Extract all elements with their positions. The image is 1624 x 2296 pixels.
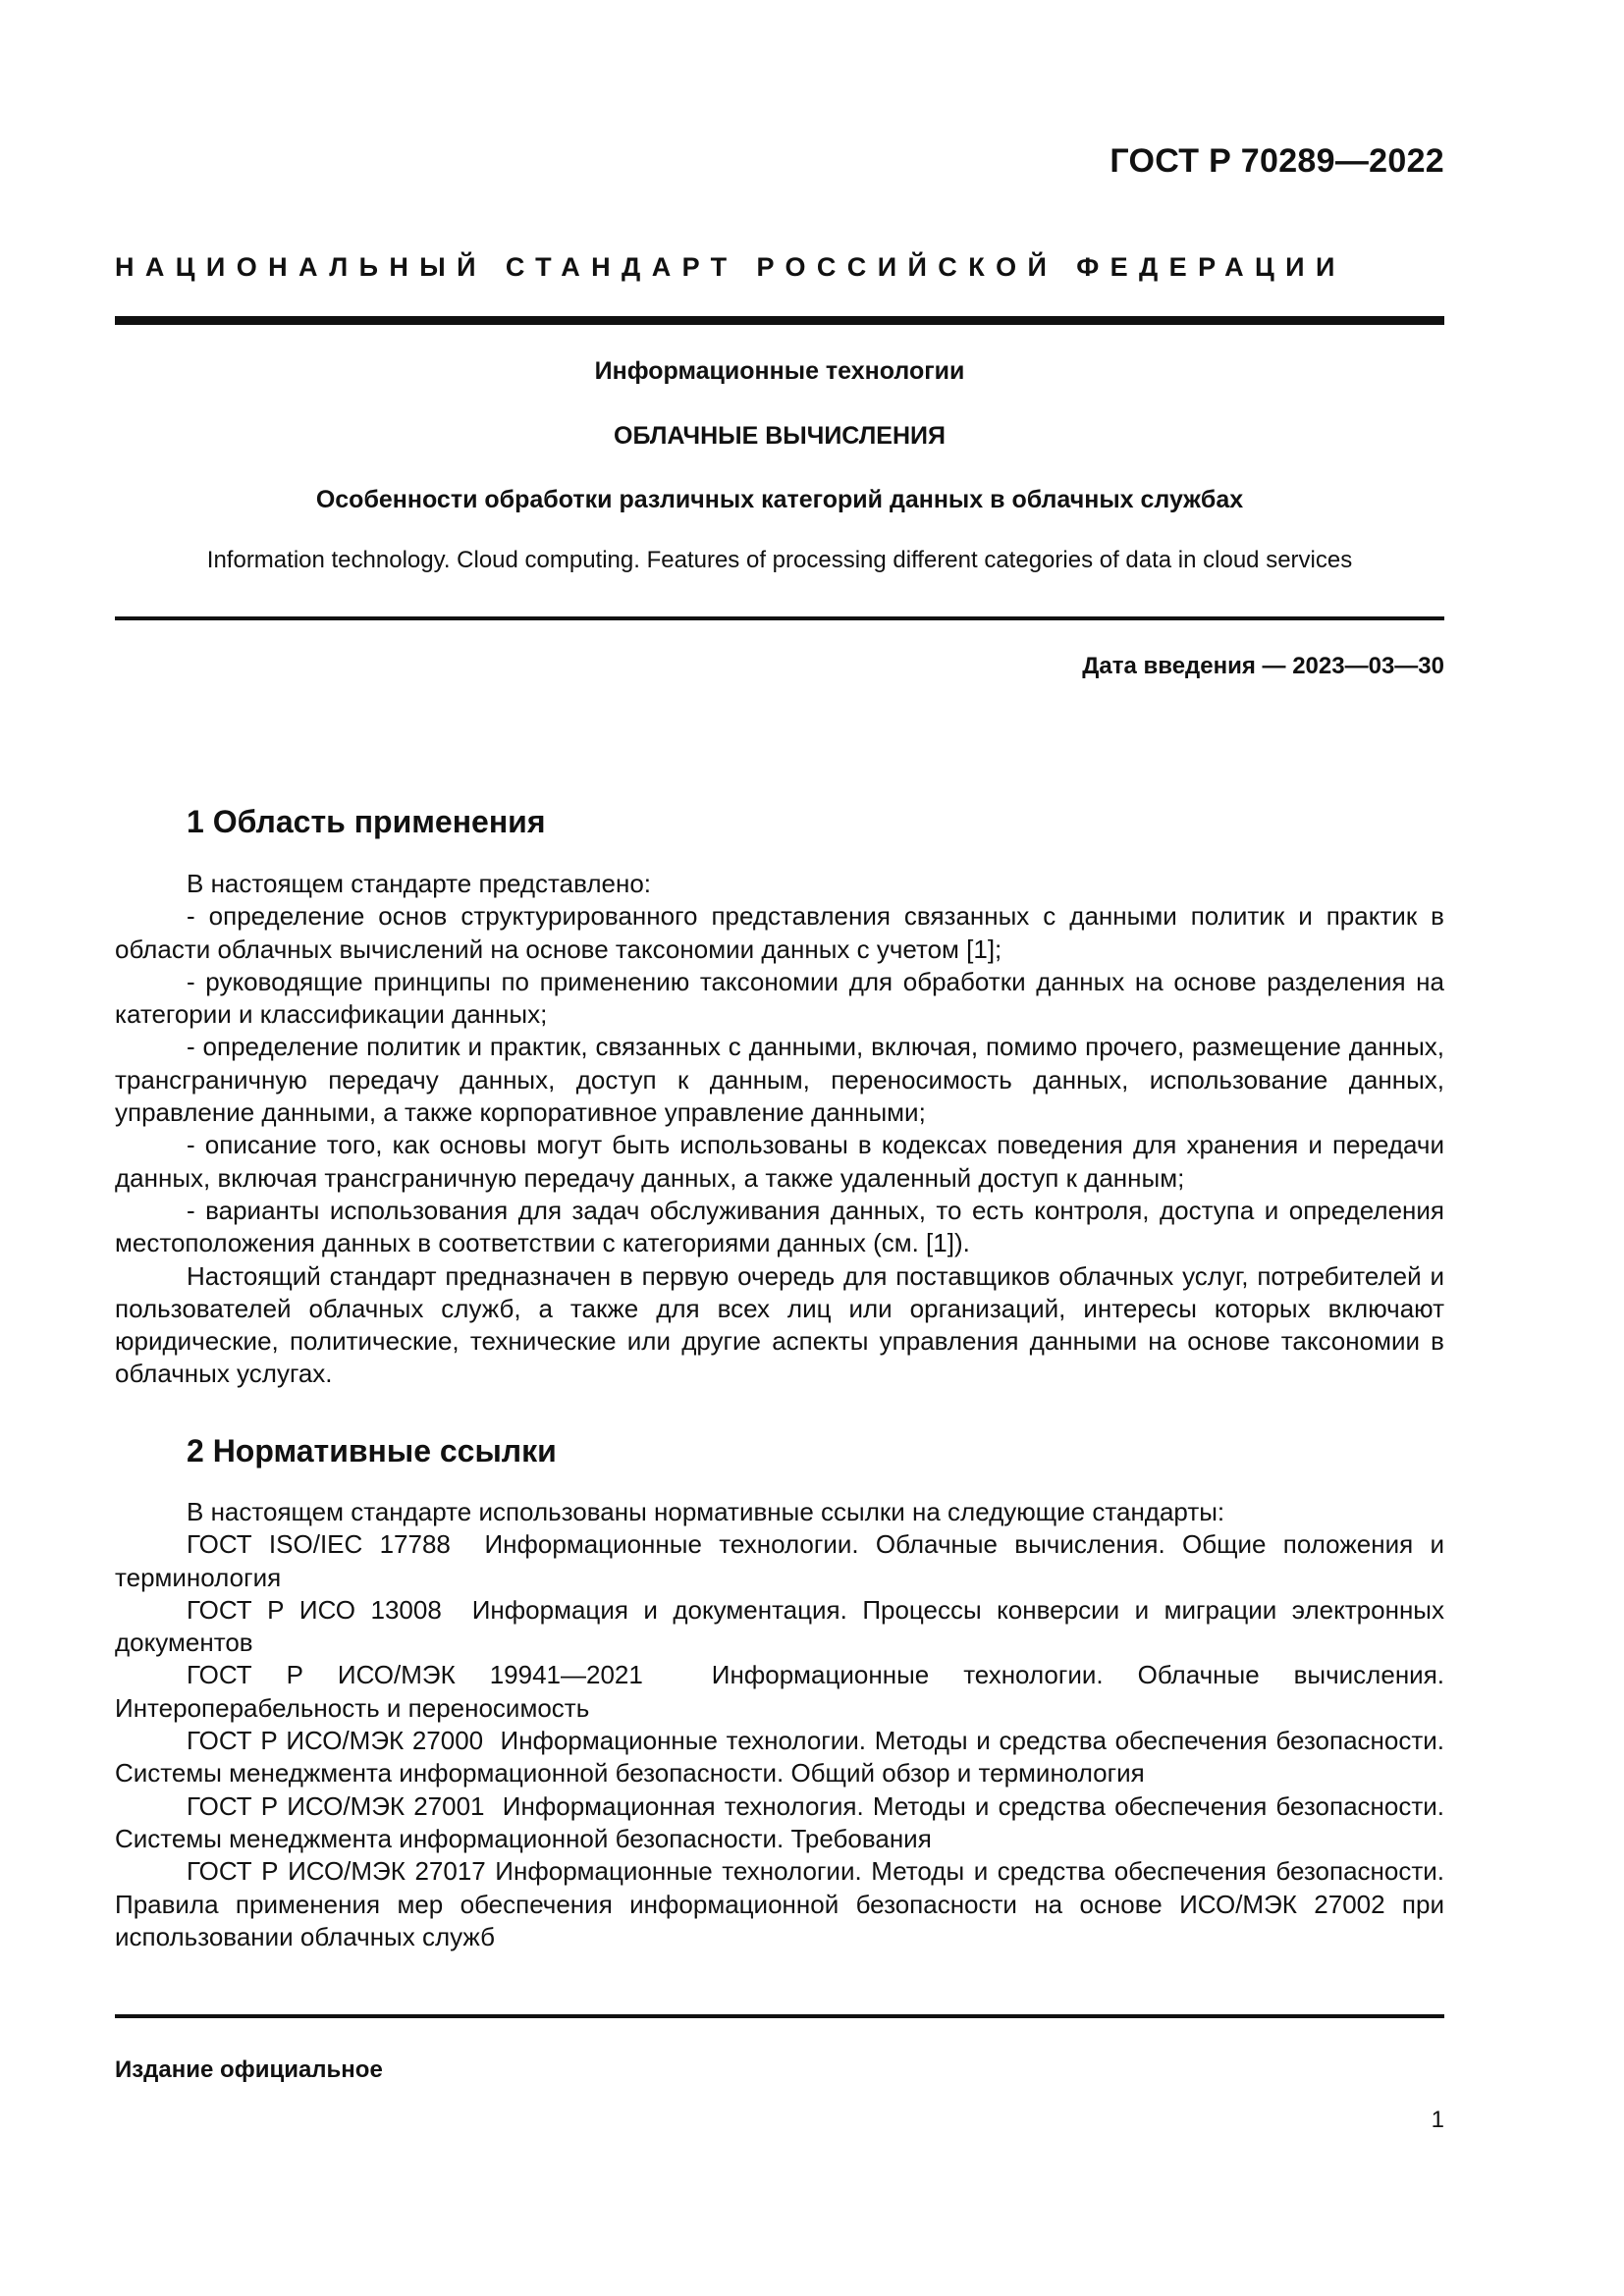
title-rule — [115, 616, 1444, 620]
reference-code: ГОСТ ISO/IEC 17788 — [187, 1529, 451, 1560]
reference-item — [115, 1725, 1444, 1790]
reference-item — [115, 1790, 1444, 1856]
reference-item — [115, 1659, 1444, 1725]
national-standard-banner: НАЦИОНАЛЬНЫЙ СТАНДАРТ РОССИЙСКОЙ ФЕДЕРАЦИИ — [115, 252, 1346, 282]
reference-code: ГОСТ Р ИСО/МЭК 27017 — [187, 1856, 486, 1887]
section-1-body — [115, 868, 1444, 1391]
section-1-paragraph: - определение политик и практик, связанных с данными, включая, помимо прочего, размещение данных, трансграничную передачу данных, доступ к данным, переносимость данных, использование данных, управление данными, а также корпоративное управление данными; — [115, 1032, 1444, 1128]
reference-code: ГОСТ Р ИСО 13008 — [187, 1594, 442, 1625]
introduction-date: Дата введения — 2023—03—30 — [1082, 653, 1444, 679]
reference-title: Информационные технологии. Методы и средства обеспечения безопасности. Системы менеджмента информационной безопасности. Общий обзор и терминология — [115, 1726, 1445, 1789]
reference-item — [115, 1528, 1444, 1594]
reference-item — [115, 1855, 1444, 1953]
section-2-heading: 2 Нормативные ссылки — [187, 1433, 557, 1468]
official-edition-label: Издание официальное — [115, 2056, 383, 2083]
reference-code: ГОСТ Р ИСО/МЭК 19941—2021 — [187, 1660, 643, 1690]
section-1-paragraph: - руководящие принципы по применению таксономии для обработки данных на основе разделения на категории и классификации данных; — [115, 966, 1444, 1030]
header-rule — [115, 316, 1444, 325]
section-1-paragraph: - описание того, как основы могут быть использованы в кодексах поведения для хранения и передачи данных, включая трансграничную передачу данных, а также удаленный доступ к данным; — [115, 1130, 1444, 1193]
page-number: 1 — [1431, 2107, 1444, 2133]
category-title: Информационные технологии — [594, 357, 965, 385]
reference-code: ГОСТ Р ИСО/МЭК 27001 — [187, 1790, 485, 1821]
section-2-intro: В настоящем стандарте использованы нормативные ссылки на следующие стандарты: — [187, 1497, 1225, 1526]
english-title: Information technology. Cloud computing. Features of processing different categories of data in cloud services — [206, 547, 1353, 573]
section-1-heading: 1 Область применения — [187, 804, 546, 839]
section-1-paragraph: В настоящем стандарте представлено: — [187, 869, 652, 898]
reference-item — [115, 1594, 1444, 1660]
reference-title: Информация и документация. Процессы конверсии и миграции электронных документов — [115, 1594, 1444, 1658]
section-1-paragraph: - определение основ структурированного представления связанных с данными политик и практик в области облачных вычислений на основе таксономии данных с учетом [1]; — [115, 901, 1444, 964]
section-1-paragraph: Настоящий стандарт предназначен в первую очередь для поставщиков облачных услуг, потребителей и пользователей облачных служб, а также для всех лиц или организаций, интересы которых включают юридические, политические, технические или другие аспекты управления данными на основе таксономии в облачных услугах. — [115, 1260, 1444, 1389]
document-subtitle: Особенности обработки различных категорий данных в облачных службах — [315, 486, 1244, 513]
footer-rule — [115, 2014, 1444, 2018]
main-title: ОБЛАЧНЫЕ ВЫЧИСЛЕНИЯ — [614, 422, 946, 450]
reference-title: Информационная технология. Методы и средства обеспечения безопасности. Системы менеджмента информационной безопасности. Требования — [115, 1790, 1445, 1853]
reference-title: Информационные технологии. Методы и средства обеспечения безопасности. Правила применения мер обеспечения информационной безопасности на основе ИСО/МЭК 27002 при использовании облачных служб — [115, 1856, 1445, 1951]
document-code: ГОСТ Р 70289—2022 — [1110, 142, 1444, 180]
reference-code: ГОСТ Р ИСО/МЭК 27000 — [187, 1726, 484, 1756]
section-2-body — [115, 1496, 1444, 1953]
reference-title: Информационные технологии. Облачные вычисления. Интероперабельность и переносимость — [115, 1660, 1444, 1723]
section-1-paragraph: - варианты использования для задач обслуживания данных, то есть контроля, доступа и определения местоположения данных в соответствии с категориями данных (см. [1]). — [115, 1195, 1444, 1258]
reference-title: Информационные технологии. Облачные вычисления. Общие положения и терминология — [115, 1529, 1444, 1592]
